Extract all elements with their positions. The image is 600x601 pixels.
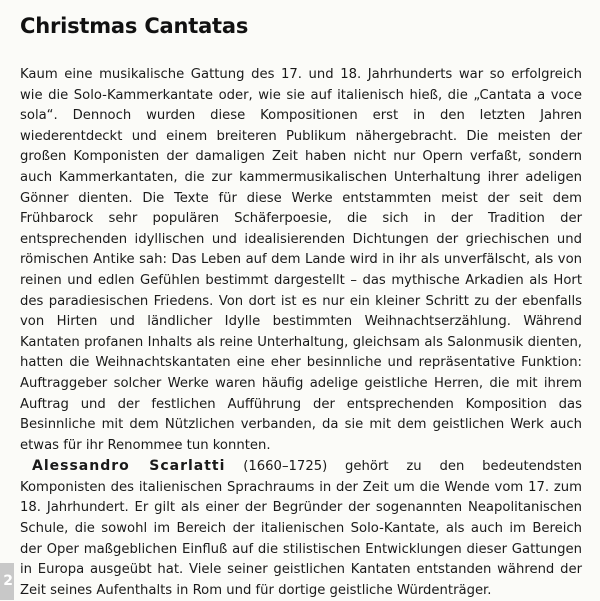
- intro-paragraph: Kaum eine musikalische Gattung des 17. und 18. Jahrhunderts war so erfolgreich wie die Solo-Kammerkantate oder, wie sie auf italienisch hieß, die „Cantata a voce sola“. Dennoch wurden diese Kompositionen erst in den letzten Jahren wiederentdeckt und einem breiteren Publikum nähergebracht. Die meisten der großen Komponisten der damaligen Zeit haben nicht nur Opern verfaßt, sondern auch Kammerkantaten, die zur kammermusikalischen Unterhaltung ihrer adeligen Gönner dienten. Die Texte für diese Werke entstammten meist der seit dem Frühbarock sehr populären Schäferpoesie, die sich in der Tradition der entsprechenden idyllischen und idealisierenden Dichtungen der griechischen und römischen Antike sah: Das Leben auf dem Lande wird in ihr als unverfälscht, als von reinen und edlen Gefühlen bestimmt dargestellt – das mythische Arkadien als Hort des paradiesischen Friedens. Von dort ist es nur ein kleiner Schritt zu der ebenfalls von Hirten und ländlicher Idylle bestimmten Weihnachtserzählung. Während Kantaten profanen Inhalts als reine Unterhaltung, gleichsam als Salonmusik dienten, hatten die Weihnachtskantaten eine eher besinnliche und repräsentative Funktion: Auftraggeber solcher Werke waren häufig adelige geistliche Herren, die mit ihrem Auftrag und der festlichen Aufführung der entsprechenden Komposition das Besinnliche mit dem Nützlichen verbanden, da sie mit dem geistlichen Werk auch etwas für ihr Renommee tun konnten.: [20, 67, 582, 453]
- page-number: 2: [0, 563, 14, 600]
- scarlatti-paragraph-text: (1660–1725) gehört zu den bedeutendsten Komponisten des italienischen Sprachraums in der Zeit um die Wende vom 17. zum 18. Jahrhundert. Er gilt als einer der Begründer der sogenannten Neapolitanischen Schule, die sowohl im Bereich der italienischen Solo-Kantate, als auch im Bereich der Oper maßgeblichen Einfluß auf die stilistischen Entwicklungen dieser Gattungen in Europa ausgeübt hat. Viele seiner geistlichen Kantaten entstanden während der Zeit seines Aufenthalts in Rom und für dortige geistliche Würdenträger.: [20, 459, 582, 598]
- scarlatti-paragraph: [20, 456, 582, 601]
- article-body: [20, 65, 582, 601]
- page-title: Christmas Cantatas: [20, 14, 249, 38]
- composer-name: Alessandro Scarlatti: [32, 458, 226, 475]
